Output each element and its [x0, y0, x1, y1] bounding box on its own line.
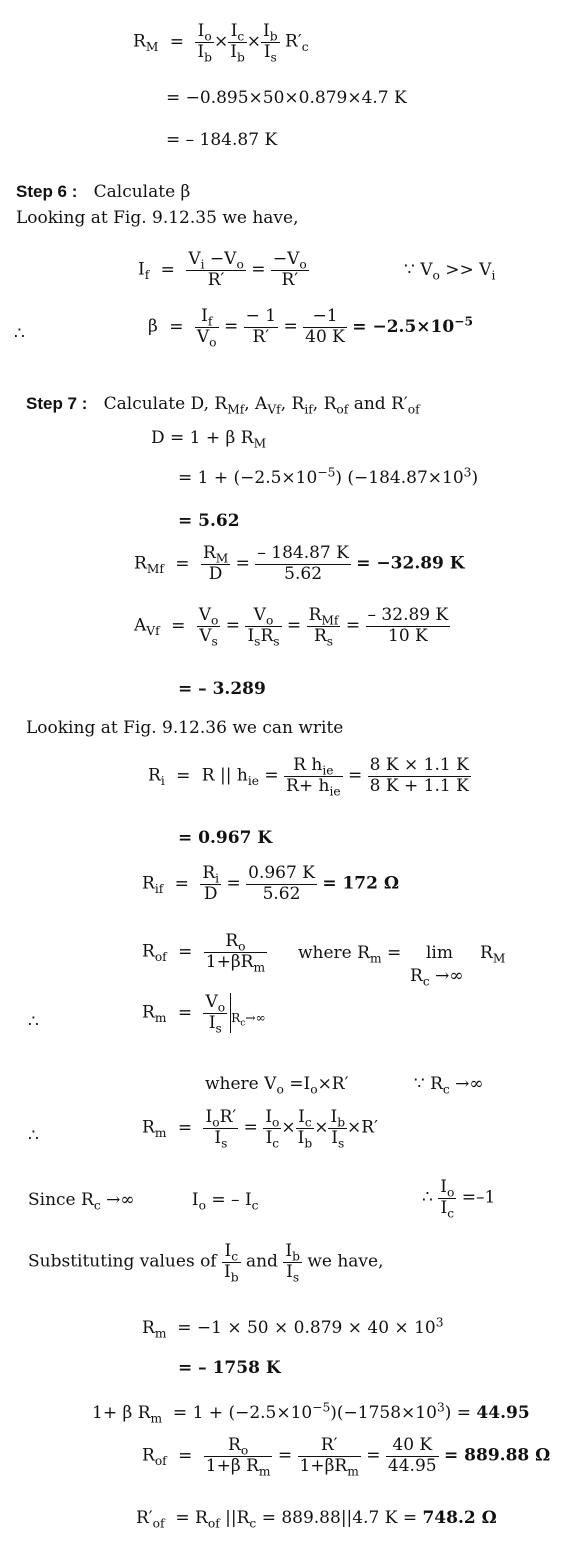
- rm-line3: = – 184.87 K: [166, 130, 278, 150]
- rm-product-equation: $R_m$ = $I_oR'$ $I_s$ = $\frac{I_o}{I_c}$ × $\frac{I_c}{I_b}$ × $\frac{I_b}{I_s}$ ×R′: [142, 1107, 378, 1150]
- therefore-3: ∴: [28, 1126, 39, 1146]
- d-line2: = $1 + (-2.5\times 10^{-5})$ $(-184.87\times 10^3)$: [178, 465, 479, 488]
- rmf-equation: $R_{Mf}$ = $\frac{R_M}{D}$ = $\frac{- 184.87 K}{5.62}$ = −32.89 K: [134, 543, 465, 584]
- beta-equation: β = $\frac{I_f}{V_o}$ = $\frac{- 1}{R'}$ = $\frac{-1}{40 K}$ = $-2.5\times 10^{-5}$: [148, 306, 473, 349]
- rof-equation: $R_{of}$ = $R_o$ $1+\beta R_m$: [142, 931, 266, 974]
- rof-prime-line: $R'_{of} = R_{of}$ $||R_c = 889.88||4.7$ K = 748.2 Ω: [136, 1508, 497, 1531]
- where-vo: where $V_o =I_o\times R'$ ∵ $R_c$ →∞: [205, 1074, 484, 1097]
- step6-heading: Step 6 : Calculate β: [16, 182, 191, 202]
- since-ratio: ∴ $\frac{I_o}{I_c}$ =–1: [422, 1177, 496, 1220]
- ri-equation: $R_i = R$ || $h_{ie}$ = R $h_{ie}$ $R+ h_{ie}$ = $\frac{8 K \times 1.1 K}{8 K + 1.1 K}$: [148, 755, 469, 798]
- if-condition: ∵ $V_o >> V_i$: [404, 260, 496, 283]
- d-line1: D = 1 + β $R_M$: [151, 428, 267, 451]
- rof-where: where $R_m$ =: [298, 943, 402, 966]
- brm-line: 1+ β $R_m = 1 + (-2.5\times 10^{-5})(-1758\times 10^3) = 44.95$: [92, 1400, 530, 1426]
- d-result: = 5.62: [178, 511, 240, 531]
- rm-equation: $R_M$ = $\frac{I_o}{I_b}$ × $\frac{I_c}{I_b}$ × $\frac{I_b}{I_s}$ $R'_c$: [133, 21, 309, 64]
- substituting-line: Substituting values of $\frac{I_c}{I_b}$ and $\frac{I_b}{I_s}$ we have,: [28, 1241, 384, 1284]
- avf-result: = – 3.289: [178, 679, 266, 699]
- ri-result: = 0.967 K: [178, 828, 273, 848]
- avf-equation: $A_{Vf}$ = $\frac{V_o}{V_s}$ = $V_o$ $I_sR_s$ = $R_{Mf}$ $R_s$ = $\frac{- 32.89 K}{10 K}$: [134, 605, 449, 648]
- since-line: Since $R_c$ →∞ $I_o$ = – $I_c$: [28, 1190, 259, 1213]
- rm-value-line: $R_m = -1 \times 50 \times 0.879 \times 40 \times 10^3$: [142, 1315, 444, 1341]
- rif-equation: $R_{if}$ = $\frac{R_i}{D}$ = $\frac{0.967 K}{5.62}$ = 172 Ω: [142, 863, 400, 904]
- rm-limit-equation: $R_m$ = $\frac{V_o}{I_s}$ $_{R_c\to\infty}$: [142, 992, 266, 1035]
- rm-value-result: = – 1758 K: [178, 1358, 281, 1378]
- step7-heading: Step 7 : Calculate D, $R_{Mf}$, $A_{Vf}$, $R_{if}$, $R_{of}$ and $R'_{of}$: [26, 394, 420, 417]
- rof-value-equation: $R_{of}$ = $\frac{R_o}{1+\beta R_m}$ = R′ $1+\beta R_m$ = $\frac{40 K}{44.95}$ = 889.88 Ω: [142, 1435, 551, 1478]
- rm-line2: = −0.895×50×0.879×4.7 K: [166, 88, 407, 108]
- step6-intro: Looking at Fig. 9.12.35 we have,: [16, 208, 299, 228]
- if-equation: $I_f$ = $\frac{V_i -V_o}{R'}$ = $\frac{-V_o}{R'}$: [138, 249, 307, 290]
- therefore-1: ∴: [14, 324, 25, 344]
- rof-limit: lim $R_M$ $R_c$ →∞: [410, 943, 506, 989]
- therefore-2: ∴: [28, 1012, 39, 1032]
- fig36-intro: Looking at Fig. 9.12.36 we can write: [26, 718, 344, 738]
